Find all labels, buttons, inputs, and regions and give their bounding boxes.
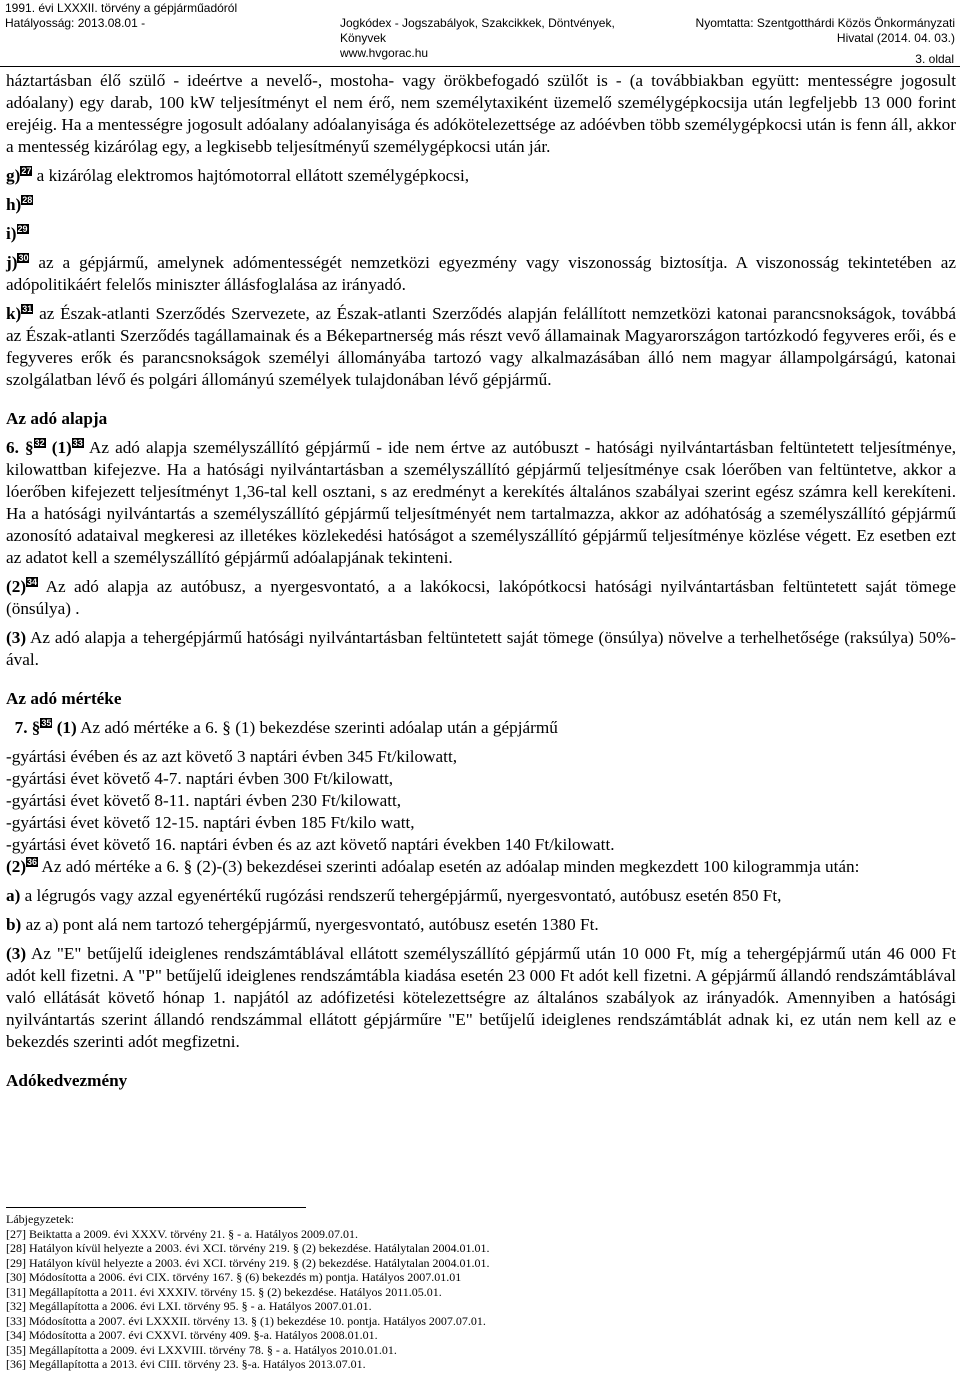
page-number: 3. oldal xyxy=(915,52,954,66)
footnote-ref[interactable]: 30 xyxy=(18,253,29,264)
footnote-ref[interactable]: 33 xyxy=(72,438,83,449)
section-heading: Az adó alapja xyxy=(6,409,108,428)
footnote-ref[interactable]: 32 xyxy=(34,438,45,449)
footnote-item: [28] Hatályon kívül helyezte a 2003. évi XCI. törvény 219. § (2) bekezdése. Hatálytalan 2004.01.01. xyxy=(6,1241,490,1255)
section-7-paragraph-2: (2)36 Az adó mértéke a 6. § (2)-(3) bekezdései szerinti adóalap esetén az adóalap minden megkezdett 100 kilogrammja után: xyxy=(6,857,860,876)
section-7-paragraph-1: 7. §35 (1) Az adó mértéke a 6. § (1) bekezdése szerinti adóalap után a gépjármű xyxy=(14,718,558,737)
paragraph: háztartásban élő szülő - ideértve a nevelő-, mostoha- vagy örökbefogadó szülőt is - (a továbbiakban együtt: mentességre jogosult adóalany) egy darab, 100 kW teljesítményt el nem érő, nem személytaxiként üzemelő személygépkocsija után legfeljebb 13 000 forint erejéig. Ha a mentességre jogosult adóalany adóalanyisága és adókötelezettsége az adóévben több személygépkocsi után is fenn áll, akkor a mentesség kizárólag egy, a legkisebb teljesítményű személygépkocsi után jár. xyxy=(6,71,956,156)
point-g: g)27 a kizárólag elektromos hajtómotorral ellátott személygépkocsi, xyxy=(6,166,470,185)
validity-date: Hatályosság: 2013.08.01 - xyxy=(5,16,146,30)
printed-by: Nyomtatta: Szentgotthárdi Közös Önkormányzati xyxy=(695,16,955,30)
footnote-ref[interactable]: 27 xyxy=(21,166,32,177)
footnote-ref[interactable]: 28 xyxy=(22,195,33,206)
footnote-item: [31] Megállapította a 2011. évi XXXIV. törvény 15. § (2) bekezdése. Hatályos 2011.05.01. xyxy=(6,1284,442,1299)
footnote-item: [29] Hatályon kívül helyezte a 2003. évi XCI. törvény 219. § (2) bekezdése. Hatálytalan 2004.01.01. xyxy=(6,1255,490,1270)
rate-item: -gyártási évet követő 8-11. naptári évben 230 Ft/kilowatt, xyxy=(6,791,402,810)
footnote-ref[interactable]: 36 xyxy=(27,857,38,868)
page-header xyxy=(0,0,960,70)
point-h: h)28 xyxy=(6,195,33,214)
footnote-divider xyxy=(6,1207,306,1208)
footnote-item: [27] Beiktatta a 2009. évi XXXV. törvény 21. § - a. Hatályos 2009.07.01. xyxy=(6,1226,359,1241)
footnotes xyxy=(6,1212,946,1372)
document-body xyxy=(6,70,956,1092)
section-heading: Adókedvezmény xyxy=(6,1071,128,1090)
section-6-paragraph-1: 6. §32 (1)33 Az adó alapja személyszállító gépjármű - ide nem értve az autóbuszt - hatósági nyilvántartásban feltüntetett teljesítménye, kilowattban kifejezve. Ha a hatósági nyilvántartásban a személyszállító gépjármű teljesítménye csak lóerőben van feltüntetve, akkor a lóerőben kifejezett teljesítményt 1,36-tal kell osztani, s az eredményt a kerekítés általános szabályai szerint egész számra kell kerekíteni. Ha a hatósági nyilvántartás a személyszállító gépjármű teljesítményét nem tartalmazza, akkor az adóhatóság a személyszállító gépjármű azonosító adataival megkeresi az illetékes közlekedési hatóságot a személyszállító gépjármű teljesítménye közlése végett. Ez esetben ezt az adatot kell a személyszállító gépjármű adóalapjának tekinteni. xyxy=(6,438,956,567)
rate-list xyxy=(6,746,956,856)
point-k: k)31 az Észak-atlanti Szerződés Szervezete, az Észak-atlanti Szerződés alapján felállított nemzetközi katonai parancsnokságok, továbbá az Észak-atlanti Szerződés tagállamainak és a Békepartnerség más részt vevő államainak Magyarországon tartózkodó fegyveres erői, és e fegyveres erők és parancsnokságok személyi állományába tartozó vagy alkalmazásában álló nem magyar állampolgárságú, katonai szolgálatban lévő és polgári állományú személyek tulajdonában lévő gépjármű. xyxy=(6,304,957,389)
point-i: i)29 xyxy=(6,224,28,243)
source-line: Jogkódex - Jogszabályok, Szakcikkek, Döntvények, xyxy=(340,16,615,30)
header-center xyxy=(340,16,640,61)
footnote-item: [33] Módosította a 2007. évi LXXXII. törvény 13. § (1) bekezdése 10. pontja. Hatályos 2007.07.01. xyxy=(6,1313,486,1328)
source-line-2: Könyvek xyxy=(340,31,387,45)
point-b: b) az a) pont alá nem tartozó tehergépjármű, nyergesvontató, autóbusz esetén 1380 Ft. xyxy=(6,915,599,934)
footnote-ref[interactable]: 31 xyxy=(22,304,33,315)
rate-item: -gyártási évében és az azt követő 3 naptári évben 345 Ft/kilowatt, xyxy=(6,747,458,766)
printed-date: Hivatal (2014. 04. 03.) xyxy=(836,31,955,45)
footnote-item: [30] Módosította a 2006. évi CIX. törvény 167. § (6) bekezdés m) pontja. Hatályos 2007.01.01 xyxy=(6,1270,462,1284)
section-6-paragraph-3: (3) Az adó alapja a tehergépjármű hatósági nyilvántartásban feltüntetett saját tömege (önsúlya) növelve a terhelhetősége (raksúlya) 50%-ával. xyxy=(6,628,956,669)
footnote-item: [36] Megállapította a 2013. évi CIII. törvény 23. §-a. Hatályos 2013.07.01. xyxy=(6,1357,366,1371)
rate-item: -gyártási évet követő 4-7. naptári évben 300 Ft/kilowatt, xyxy=(6,769,394,788)
section-7-paragraph-3: (3) Az "E" betűjelű ideiglenes rendszámtáblával ellátott személyszállító gépjármű után 10 000 Ft, míg a tehergépjármű után 46 000 Ft adót kell fizetni. A "P" betűjelű ideiglenes rendszámtábla kiadása esetén 23 000 Ft adót kell fizetni. A gépjármű állandó rendszámtáblával való ellátását követő hónap 1. napjától az adófizetési kötelezettségre az általános szabályok az irányadók. Amennyiben a hatósági nyilvántartás szerint állandó rendszámmal ellátott gépjárműre "E" betűjelű ideiglenes rendszámtáblát adnak ki, ez után nem kell az e bekezdés szerinti adót megfizetni. xyxy=(6,944,956,1051)
header-left xyxy=(5,1,265,31)
point-a: a) a légrugós vagy azzal egyenértékű rugózási rendszerű tehergépjármű, nyergesvontató, autóbusz esetén 850 Ft, xyxy=(6,886,782,905)
section-heading: Az adó mértéke xyxy=(6,689,122,708)
rate-item: -gyártási évet követő 16. naptári évben és az azt követő naptári években 140 Ft/kilowatt. xyxy=(6,835,615,854)
rate-item: -gyártási évet követő 12-15. naptári évben 185 Ft/kilo watt, xyxy=(6,813,415,832)
footnotes-title: Lábjegyzetek: xyxy=(6,1212,74,1226)
section-6-paragraph-2: (2)34 Az adó alapja az autóbusz, a nyergesvontató, a a lakókocsi, lakópótkocsi hatósági nyilvántartásban feltüntetett saját tömege (önsúlya) . xyxy=(6,577,956,618)
footnote-ref[interactable]: 35 xyxy=(41,718,52,729)
document-title: 1991. évi LXXXII. törvény a gépjárműadóról xyxy=(5,1,238,15)
source-url: www.hvgorac.hu xyxy=(340,46,429,60)
footnote-item: [34] Módosította a 2007. évi CXXVI. törvény 409. §-a. Hatályos 2008.01.01. xyxy=(6,1328,378,1342)
header-right xyxy=(680,16,955,46)
point-j: j)30 az a gépjármű, amelynek adómentességét nemzetközi egyezmény vagy viszonosság biztosítja. A viszonosság tekintetében az adópolitikáért felelős miniszter állásfoglalása az irányadó. xyxy=(6,253,957,294)
header-divider xyxy=(0,66,960,67)
footnote-ref[interactable]: 34 xyxy=(27,577,38,588)
footnote-ref[interactable]: 29 xyxy=(17,224,28,235)
footnote-item: [35] Megállapította a 2009. évi LXXVIII. törvény 78. § - a. Hatályos 2010.01.01. xyxy=(6,1342,397,1357)
footnote-item: [32] Megállapította a 2006. évi LXI. törvény 95. § - a. Hatályos 2007.01.01. xyxy=(6,1299,372,1313)
